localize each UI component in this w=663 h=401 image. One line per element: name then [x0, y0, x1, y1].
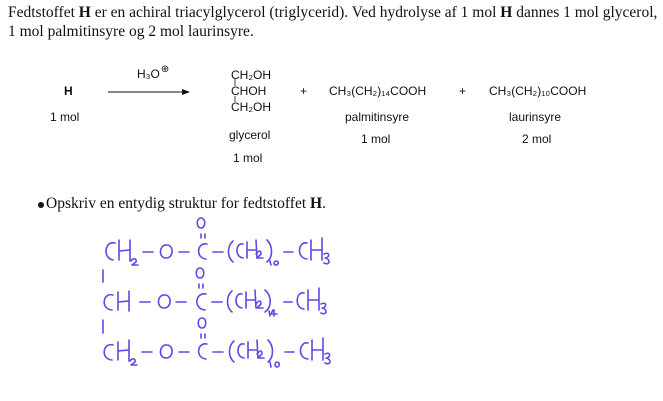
task-bold-h: H — [310, 195, 323, 212]
lauric-amount: 2 mol — [522, 132, 552, 146]
hand-row-1 — [106, 218, 329, 265]
hand-row-2 — [104, 268, 326, 316]
glycerol-line-1: CH₂OH — [231, 68, 271, 82]
intro-text-1: Fedtstoffet — [8, 4, 79, 21]
glycerol-name: glycerol — [229, 128, 271, 142]
reagent-formula: H₃O — [137, 67, 160, 81]
lauric-formula: CH₃(CH₂)₁₀COOH — [489, 84, 587, 98]
intro-text-3: dannes 1 mol glycerol, 1 mol palmitinsyre og 2 mol laurinsyre. — [8, 4, 658, 40]
intro-h-1: H — [78, 4, 91, 21]
palmitic-amount: 1 mol — [361, 132, 391, 146]
plus-sign-2: + — [459, 84, 467, 98]
hand-row-3 — [104, 318, 330, 367]
glycerol-line-3: CH₂OH — [231, 100, 271, 114]
task-text-end: . — [322, 195, 326, 212]
bullet-dot — [38, 202, 44, 208]
intro-paragraph — [8, 4, 658, 41]
glycerol-bonds — [233, 79, 237, 119]
reactant-amount: 1 mol — [50, 110, 80, 124]
glycerol-line-2: CHOH — [231, 84, 267, 98]
glycerol-structure — [231, 67, 271, 115]
plus-sign-1: + — [300, 84, 308, 98]
glycerol-amount: 1 mol — [233, 151, 263, 165]
lauric-name: laurinsyre — [509, 110, 562, 124]
intro-text-2: er en achiral triacylglycerol (triglycerid). Ved hydrolyse af 1 mol — [90, 4, 501, 21]
reactant-h: H — [64, 84, 73, 98]
reaction-arrow — [108, 87, 190, 97]
task-text-main: Opskriv en entydig struktur for fedtstoffet — [46, 195, 311, 212]
reagent-label — [137, 64, 170, 81]
reagent-charge: ⊕ — [160, 64, 170, 75]
palmitic-name: palmitinsyre — [345, 110, 410, 124]
palmitic-formula: CH₃(CH₂)₁₄COOH — [329, 84, 427, 98]
intro-h-2: H — [500, 4, 513, 21]
handwritten-structure — [85, 210, 375, 395]
